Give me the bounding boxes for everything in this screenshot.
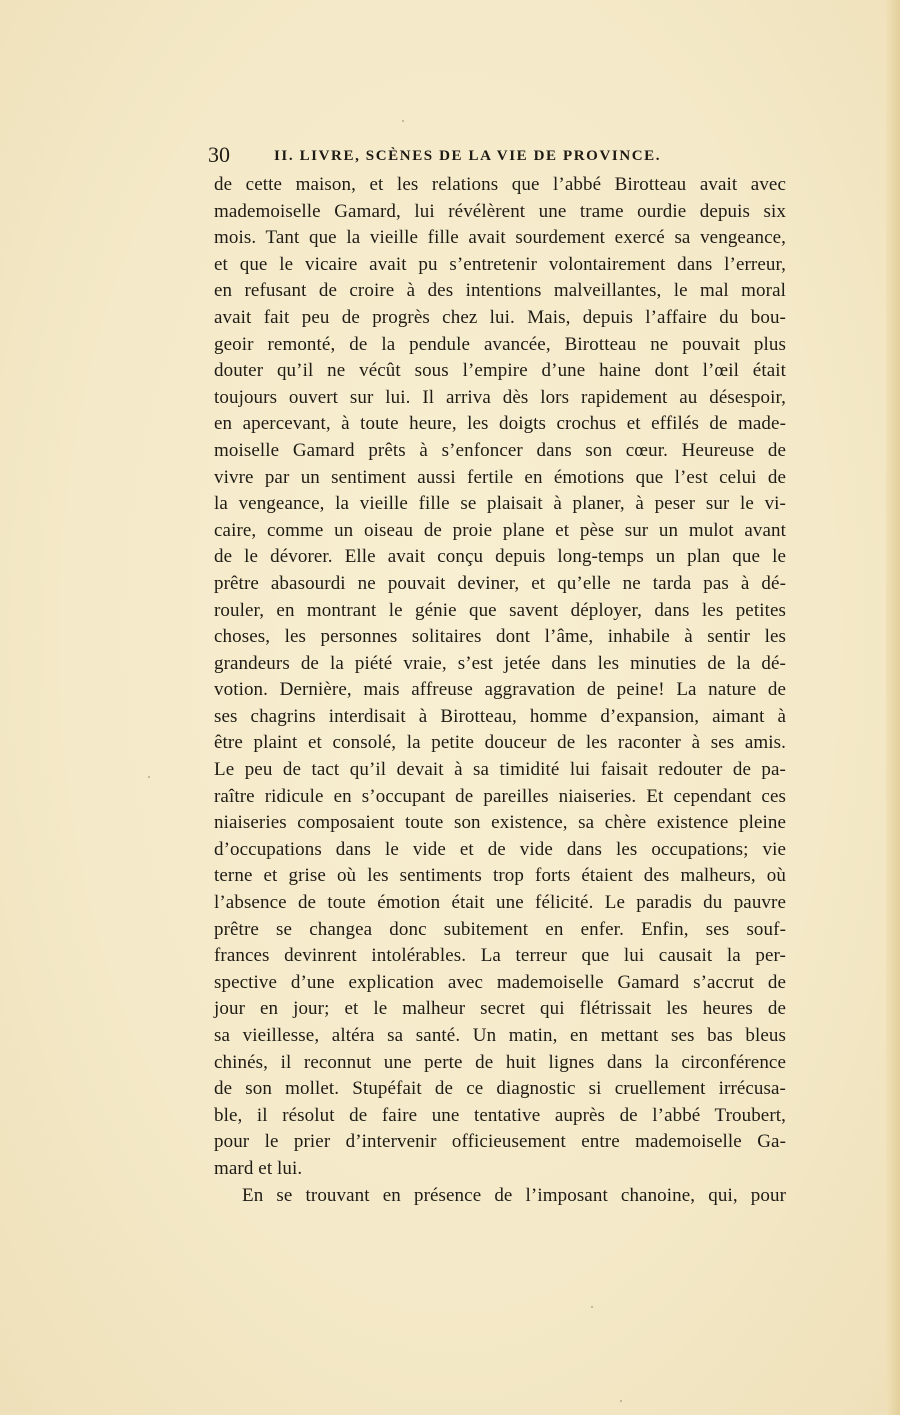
text-line: d’occupations dans le vide et de vide dans les occupations; vie — [214, 838, 786, 860]
text-line: spective d’une explication avec mademoiselle Gamard s’accrut de — [214, 971, 786, 993]
text-line: ble, il résolut de faire une tentative auprès de l’abbé Troubert, — [214, 1104, 786, 1126]
text-line: mademoiselle Gamard, lui révélèrent une trame ourdie depuis six — [214, 200, 786, 222]
text-line: prêtre abasourdi ne pouvait deviner, et qu’elle ne tarda pas à dé- — [214, 572, 786, 594]
paper-speck — [591, 1306, 593, 1308]
text-line: votion. Dernière, mais affreuse aggravation de peine! La nature de — [214, 679, 786, 701]
paper-speck — [148, 776, 150, 778]
body-text — [214, 172, 786, 1209]
running-title: II. LIVRE, SCÈNES DE LA VIE DE PROVINCE. — [274, 148, 662, 164]
text-line: choses, les personnes solitaires dont l’âme, inhabile à sentir les — [214, 626, 786, 648]
text-line: mard et lui. — [214, 1157, 303, 1179]
text-line: l’absence de toute émotion était une félicité. Le paradis du pauvre — [214, 892, 786, 914]
text-line: douter qu’il ne vécût sous l’empire d’une haine dont l’œil était — [214, 360, 786, 382]
text-line: frances devinrent intolérables. La terreur que lui causait la per- — [214, 945, 786, 967]
paragraph-first-line: En se trouvant en présence de l’imposant chanoine, qui, pour — [242, 1184, 786, 1206]
page-edge-shadow — [886, 0, 900, 1415]
text-line: Le peu de tact qu’il devait à sa timidité lui faisait redouter de pa- — [214, 759, 786, 781]
text-line: rouler, en montrant le génie que savent déployer, dans les petites — [214, 599, 786, 621]
text-line: la vengeance, la vieille fille se plaisait à planer, à peser sur le vi- — [214, 493, 786, 515]
text-line: de cette maison, et les relations que l’abbé Birotteau avait avec — [214, 174, 786, 195]
text-line: pour le prier d’intervenir officieusement entre mademoiselle Ga- — [214, 1131, 786, 1153]
text-line: sa vieillesse, altéra sa santé. Un matin, en mettant ses bas bleus — [214, 1025, 786, 1046]
text-line: chinés, il reconnut une perte de huit lignes dans la circonférence — [214, 1051, 786, 1073]
text-line: raître ridicule en s’occupant de pareilles niaiseries. Et cependant ces — [214, 785, 786, 807]
text-line: être plaint et consolé, la petite douceur de les raconter à ses amis. — [214, 732, 786, 754]
text-line: et que le vicaire avait pu s’entretenir volontairement dans l’erreur, — [214, 253, 786, 275]
paper-speck — [620, 1400, 622, 1402]
text-line: de le dévorer. Elle avait conçu depuis long-temps un plan que le — [214, 546, 786, 568]
text-line: prêtre se changea donc subitement en enfer. Enfin, ses souf- — [214, 918, 786, 940]
text-line: avait fait peu de progrès chez lui. Mais, depuis l’affaire du bou- — [214, 306, 786, 328]
text-line: de son mollet. Stupéfait de ce diagnostic si cruellement irrécusa- — [214, 1078, 786, 1100]
text-line: niaiseries composaient toute son existence, sa chère existence pleine — [214, 812, 786, 834]
text-line: grandeurs de la piété vraie, s’est jetée dans les minuties de la dé- — [214, 652, 786, 674]
text-line: caire, comme un oiseau de proie plane et pèse sur un mulot avant — [214, 519, 786, 541]
text-line: vivre par un sentiment aussi fertile en émotions que l’est celui de — [214, 466, 786, 488]
text-line: toujours ouvert sur lui. Il arriva dès lors rapidement au désespoir, — [214, 386, 786, 408]
text-line: jour en jour; et le malheur secret qui flétrissait les heures de — [214, 998, 786, 1020]
text-line: moiselle Gamard prêts à s’enfoncer dans son cœur. Heureuse de — [214, 439, 786, 461]
text-line: en apercevant, à toute heure, les doigts crochus et effilés de made- — [214, 413, 786, 435]
paper-speck — [402, 120, 404, 122]
text-line: terne et grise où les sentiments trop forts étaient des malheurs, où — [214, 865, 786, 887]
text-line: geoir remonté, de la pendule avancée, Birotteau ne pouvait plus — [214, 333, 786, 355]
running-head — [208, 143, 794, 167]
text-line: mois. Tant que la vieille fille avait sourdement exercé sa vengeance, — [214, 227, 786, 249]
text-line: ses chagrins interdisait à Birotteau, homme d’expansion, aimant à — [214, 705, 786, 727]
page-number: 30 — [208, 142, 230, 167]
text-line: en refusant de croire à des intentions malveillantes, le mal moral — [214, 280, 786, 302]
